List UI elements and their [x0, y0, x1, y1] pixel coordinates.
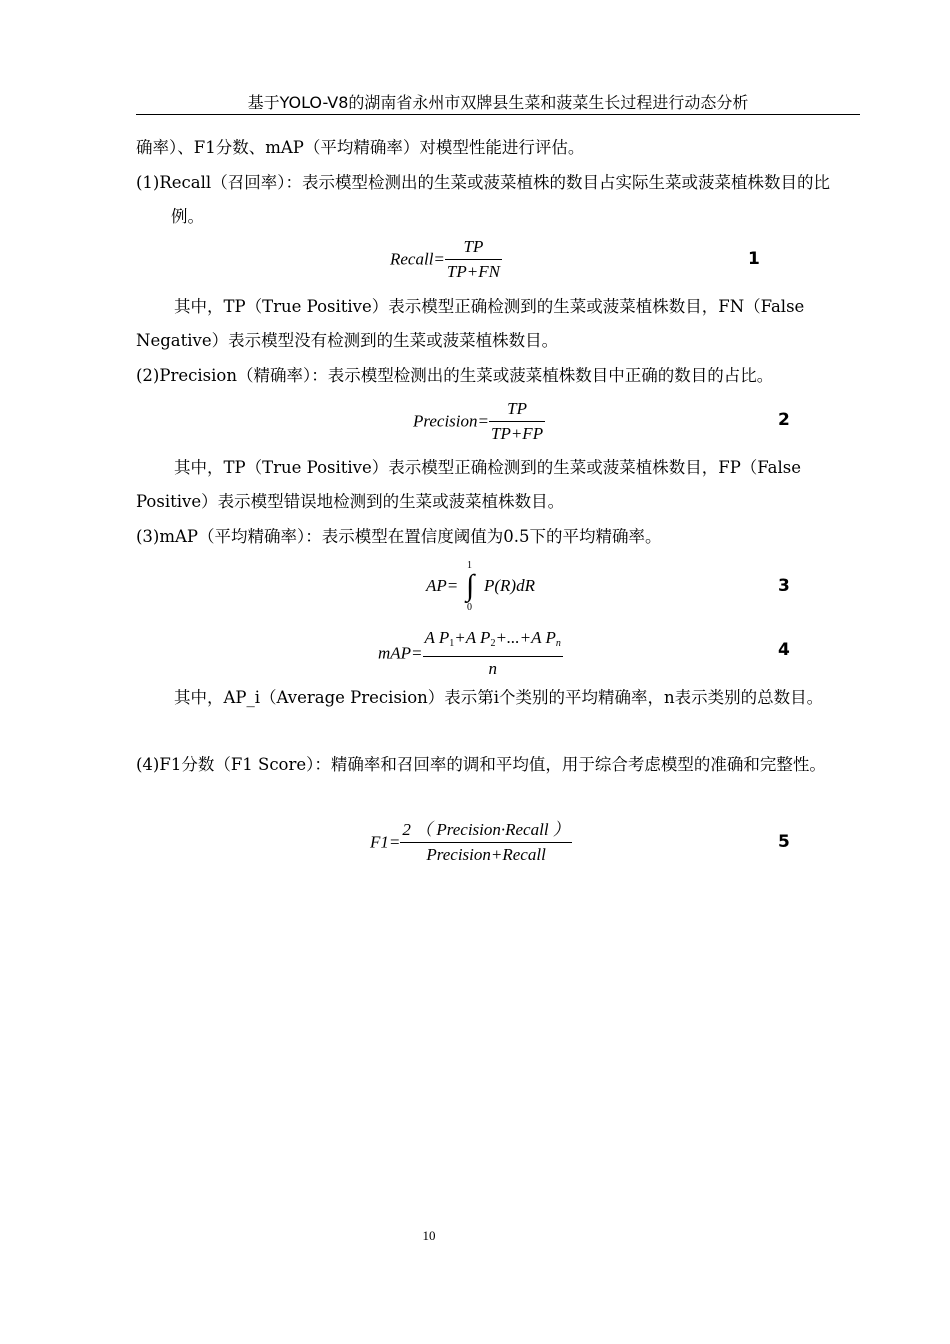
term: +...+A P	[495, 628, 556, 647]
subscript: n	[555, 638, 561, 649]
paragraph-f1-definition: (4)F1分数（F1 Score）：精确率和召回率的调和平均值，用于综合考虑模型的准确和完整性。	[136, 755, 826, 774]
equation-number: 4	[778, 640, 790, 660]
page-number: 10	[422, 1228, 436, 1243]
denominator: TP+FN	[446, 262, 500, 281]
equation-precision	[413, 398, 545, 445]
integral-sign: ∫	[466, 569, 475, 602]
running-header: 基于YOLO-V8的湖南省永州市双牌县生菜和菠菜生长过程进行动态分析	[136, 92, 860, 115]
denominator: Precision+Recall	[426, 845, 546, 864]
paragraph-ap-explanation: 其中，AP_i（Average Precision）表示第i个类别的平均精确率，n表示类别的总数目。	[174, 688, 824, 707]
equation-f1	[370, 819, 572, 866]
paragraph-precision-definition: (2)Precision（精确率）：表示模型检测出的生菜或菠菜植株数目中正确的数目的占比。	[136, 366, 774, 385]
fraction	[423, 627, 563, 680]
equation-ap	[426, 560, 566, 616]
equation-lhs: F1=	[370, 832, 401, 852]
integral-lower-limit: 0	[467, 602, 472, 613]
equation-number: 5	[778, 832, 790, 852]
denominator: n	[488, 659, 497, 678]
numerator: 2 （ Precision·Recall ）	[400, 819, 571, 843]
paragraph-tp-fn-explanation: 其中，TP（True Positive）表示模型正确检测到的生菜或菠菜植株数目，FN（False Negative）表示模型没有检测到的生菜或菠菜植株数目。	[136, 297, 805, 350]
numerator: TP	[489, 398, 545, 422]
equation-number: 3	[778, 576, 790, 596]
equation-lhs: Recall=	[390, 249, 445, 269]
fraction	[400, 819, 571, 866]
subscript: 2	[490, 638, 496, 649]
equation-lhs: mAP=	[378, 643, 423, 663]
numerator	[423, 627, 563, 657]
paragraph-recall-definition: (1)Recall（召回率）：表示模型检测出的生菜或菠菜植株的数目占实际生菜或菠菜植株数目的比例。	[136, 173, 830, 226]
paragraph-metrics-intro: 确率）、F1分数、mAP（平均精确率）对模型性能进行评估。	[136, 138, 585, 157]
integrand: P(R)dR	[484, 576, 535, 595]
equation-lhs: Precision=	[413, 411, 489, 431]
integral-upper-limit: 1	[467, 560, 472, 571]
equation-number: 2	[778, 410, 790, 430]
fraction	[489, 398, 545, 445]
denominator: TP+FP	[491, 424, 544, 443]
term: +A P	[454, 628, 491, 647]
paragraph-map-definition: (3)mAP（平均精确率）：表示模型在置信度阈值为0.5下的平均精确率。	[136, 527, 662, 546]
paragraph-tp-fp-explanation: 其中，TP（True Positive）表示模型正确检测到的生菜或菠菜植株数目，FP（False Positive）表示模型错误地检测到的生菜或菠菜植株数目。	[136, 458, 801, 511]
equation-recall	[390, 236, 502, 283]
subscript: 1	[449, 638, 455, 649]
numerator: TP	[445, 236, 502, 260]
equation-lhs: AP=	[426, 576, 459, 595]
term: A P	[424, 628, 450, 647]
equation-number: 1	[748, 249, 760, 269]
equation-map	[378, 627, 563, 680]
fraction	[445, 236, 502, 283]
